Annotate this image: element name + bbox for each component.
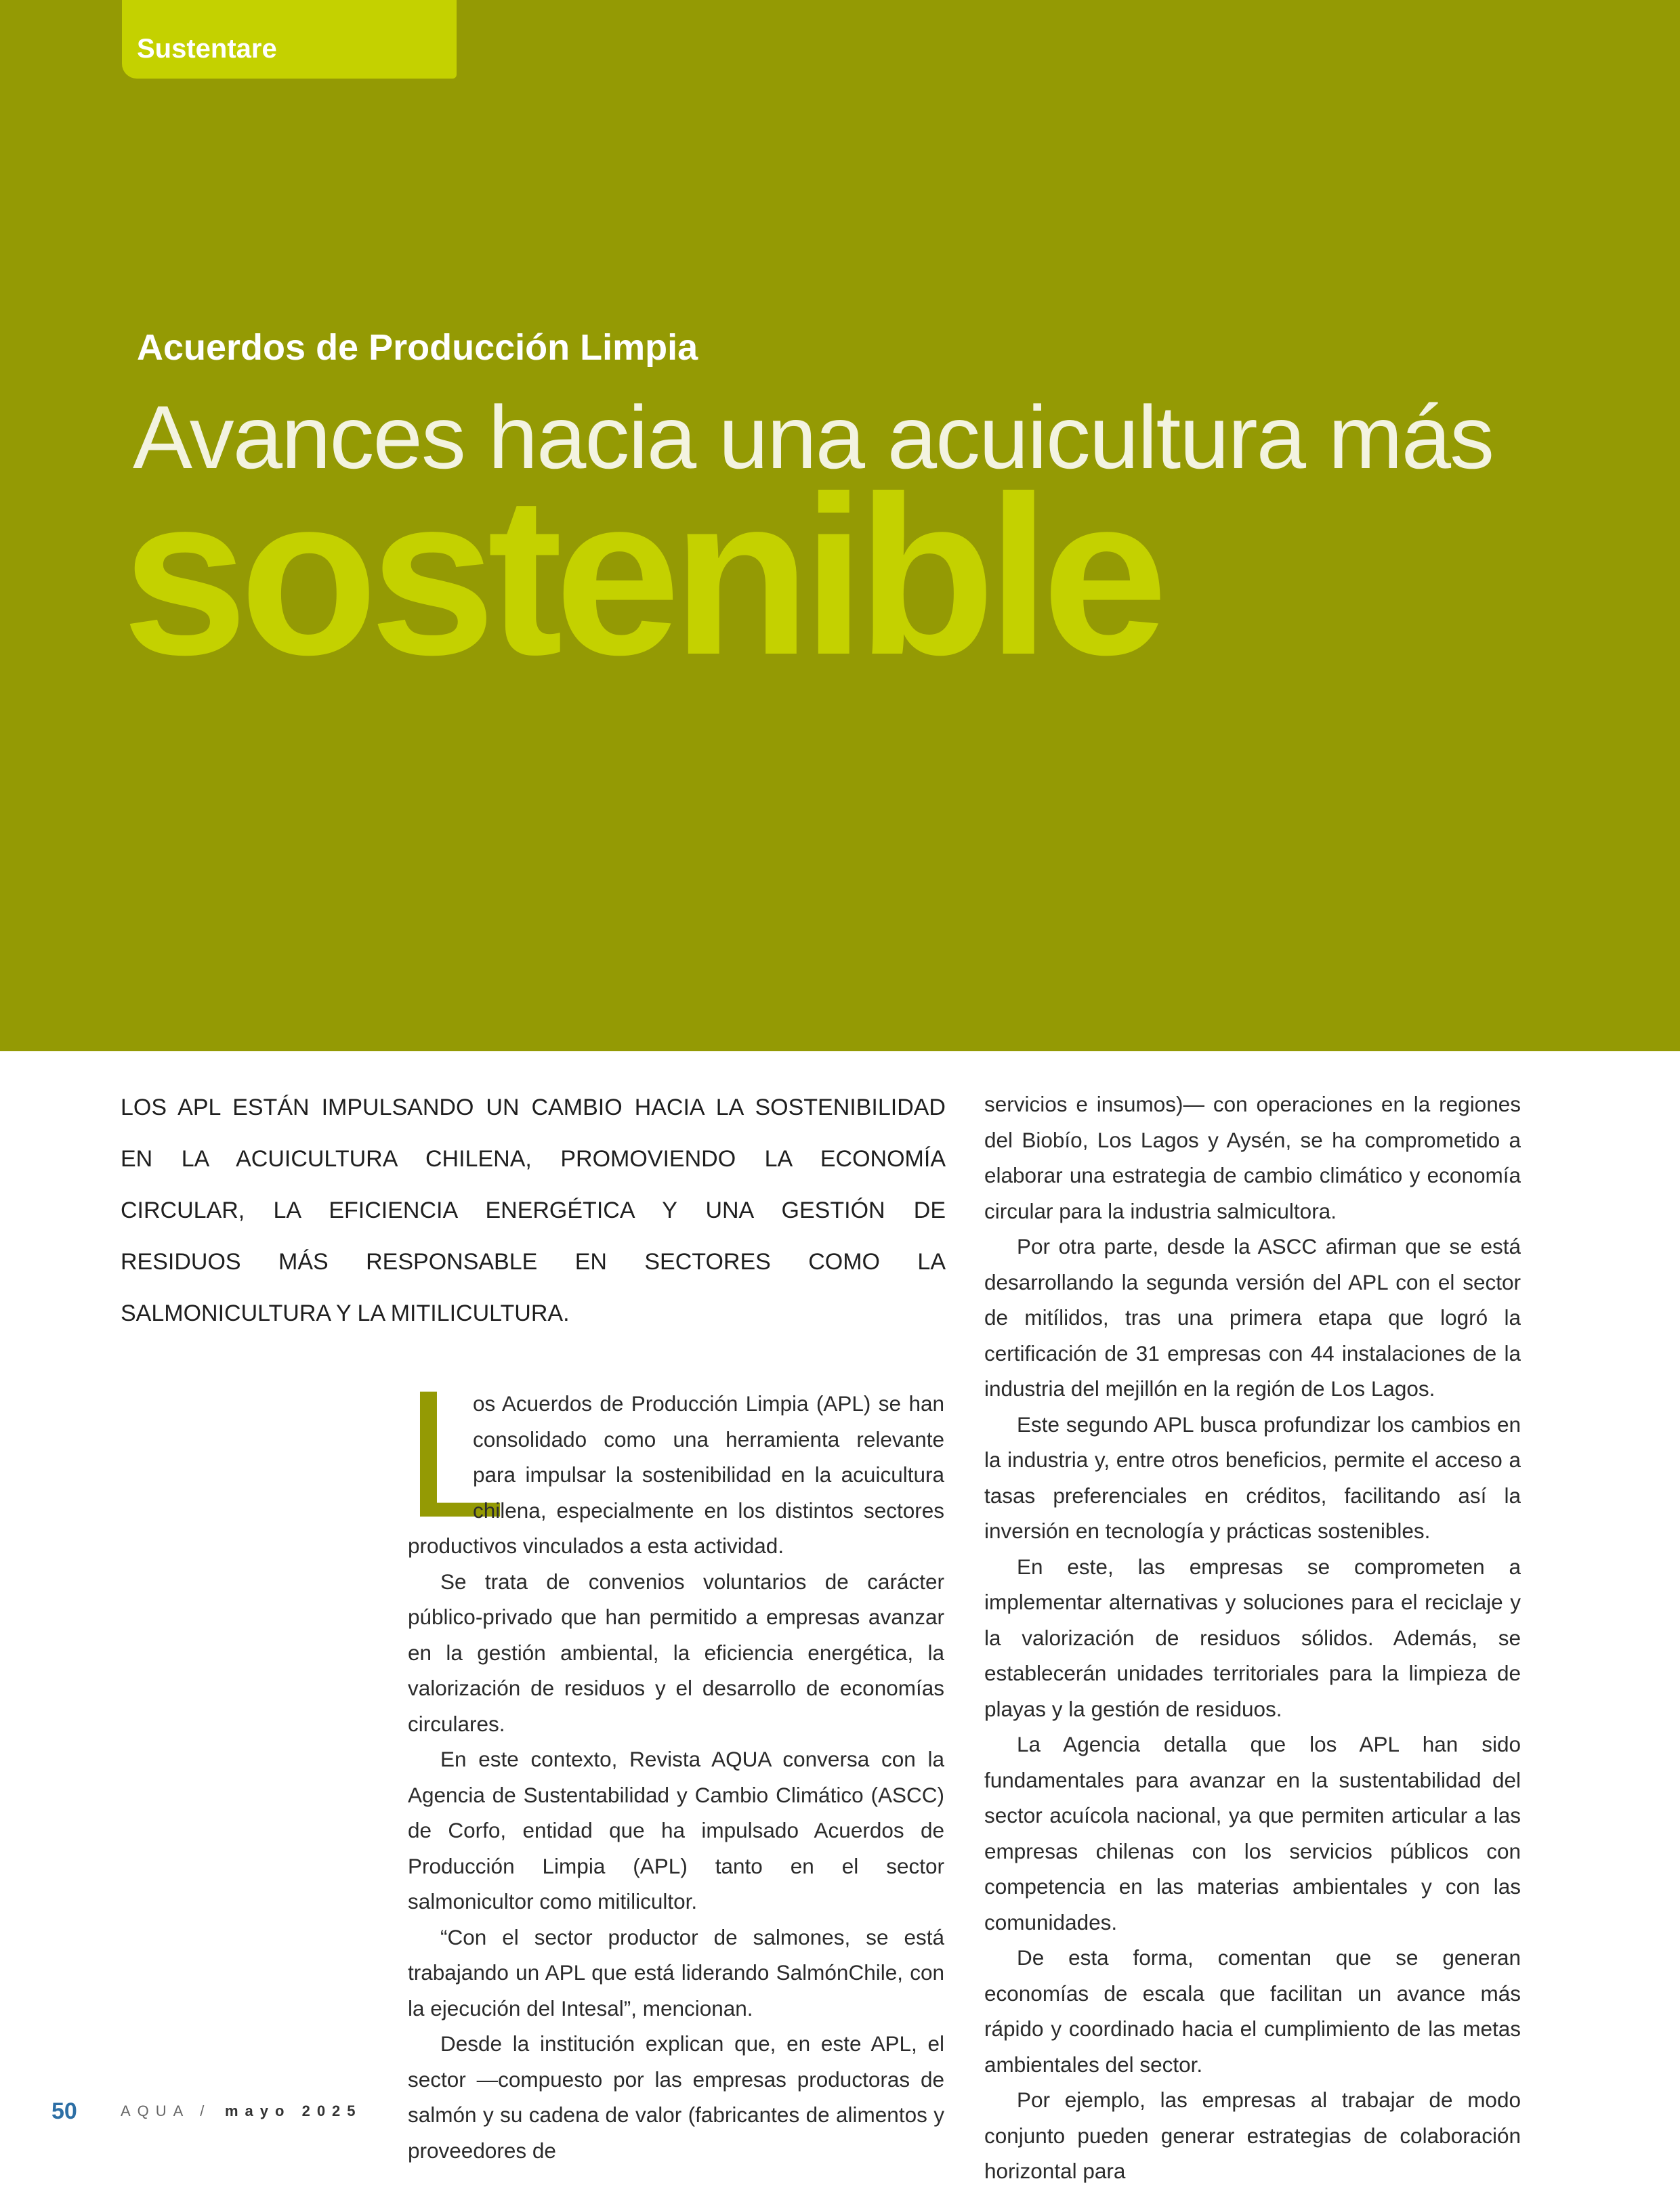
body-paragraph: “Con el sector productor de salmones, se está trabajando un APL que está liderando SalmónChile, con la ejecución del Intesal”, mencionan. xyxy=(408,1924,944,2021)
body-paragraph: os Acuerdos de Producción Limpia (APL) se han consolidado como una herramienta relevante para impulsar la sostenibilidad en la acuicultura chilena, especialmente en los distintos sectores productivos vinculados a esta actividad. xyxy=(408,1391,944,1558)
body-paragraph: En este, las empresas se comprometen a implementar alternativas y soluciones para el reciclaje y la valorización de residuos sólidos. Además, se establecerán unidades territoriales para la limpieza de playas y la gestión de residuos. xyxy=(984,1554,1521,1721)
body-column-1 xyxy=(405,1352,944,2168)
lead-line: SALMONICULTURA Y LA MITILICULTURA. xyxy=(121,1300,570,1326)
lead-line: RESIDUOS MÁS RESPONSABLE EN SECTORES COMO LA xyxy=(121,1249,946,1275)
lead-line: LOS APL ESTÁN IMPULSANDO UN CAMBIO HACIA LA SOSTENIBILIDAD xyxy=(121,1095,946,1120)
page-number: 50 xyxy=(51,2098,77,2124)
body-paragraph: Por otra parte, desde la ASCC afirman que se está desarrollando la segunda versión del APL con el sector de mitílidos, tras una primera etapa que logró la certificación de 31 empresas con 44 instalaciones de la industria del mejillón en la región de Los Lagos. xyxy=(984,1234,1521,1401)
drop-cap: L xyxy=(405,1352,507,1555)
body-paragraph: La Agencia detalla que los APL han sido fundamentales para avanzar en la sustentabilidad del sector acuícola nacional, ya que permiten articular a las empresas chilenas con los servicios públicos con competencia en las materias ambientales y con las comunidades. xyxy=(984,1732,1521,1934)
lead-line: CIRCULAR, LA EFICIENCIA ENERGÉTICA Y UNA GESTIÓN DE xyxy=(121,1198,946,1223)
body-paragraph: Se trata de convenios voluntarios de carácter público-privado que han permitido a empresas avanzar en la gestión ambiental, la eficiencia energética, la valorización de residuos y el desarrollo de economías circulares. xyxy=(408,1569,944,1736)
lead-paragraph xyxy=(121,1087,946,1345)
body-paragraph: Desde la institución explican que, en este APL, el sector —compuesto por las empresas productoras de salmón y su cadena de valor (fabricantes de alimentos y proveedores de xyxy=(408,2031,944,2163)
section-label: Sustentare xyxy=(137,34,277,64)
headline: Avances hacia una acuicultura más xyxy=(133,387,1494,487)
section-tab xyxy=(122,0,457,79)
body-column-2 xyxy=(984,1086,1521,2189)
hero-banner xyxy=(0,0,1680,1051)
magazine-name: AQUA / xyxy=(121,2102,211,2119)
kicker: Acuerdos de Producción Limpia xyxy=(137,327,698,368)
body-paragraph: Este segundo APL busca profundizar los cambios en la industria y, entre otros beneficios, permite el acceso a tasas preferenciales en créditos, facilitando así la inversión en tecnología y prácticas sostenibles. xyxy=(984,1412,1521,1543)
lead-line: EN LA ACUICULTURA CHILENA, PROMOVIENDO LA ECONOMÍA xyxy=(121,1146,946,1172)
issue-date: mayo 2025 xyxy=(225,2102,362,2119)
body-paragraph: En este contexto, Revista AQUA conversa con la Agencia de Sustentabilidad y Cambio Climático (ASCC) de Corfo, entidad que ha impulsado Acuerdos de Producción Limpia (APL) tanto en el sector salmonicultor como mitilicultor. xyxy=(408,1747,944,1913)
body-paragraph: servicios e insumos)— con operaciones en la regiones del Biobío, Los Lagos y Aysén, se ha comprometido a elaborar una estrategia de cambio climático y economía circular para la industria salmicultora. xyxy=(984,1092,1521,1223)
headline-big-word: sostenible xyxy=(122,449,1160,702)
body-paragraph: Por ejemplo, las empresas al trabajar de modo conjunto pueden generar estrategias de colaboración horizontal para xyxy=(984,2088,1521,2183)
body-paragraph: De esta forma, comentan que se generan economías de escala que facilitan un avance más rápido y coordinado hacia el cumplimiento de las metas ambientales del sector. xyxy=(984,1945,1521,2077)
